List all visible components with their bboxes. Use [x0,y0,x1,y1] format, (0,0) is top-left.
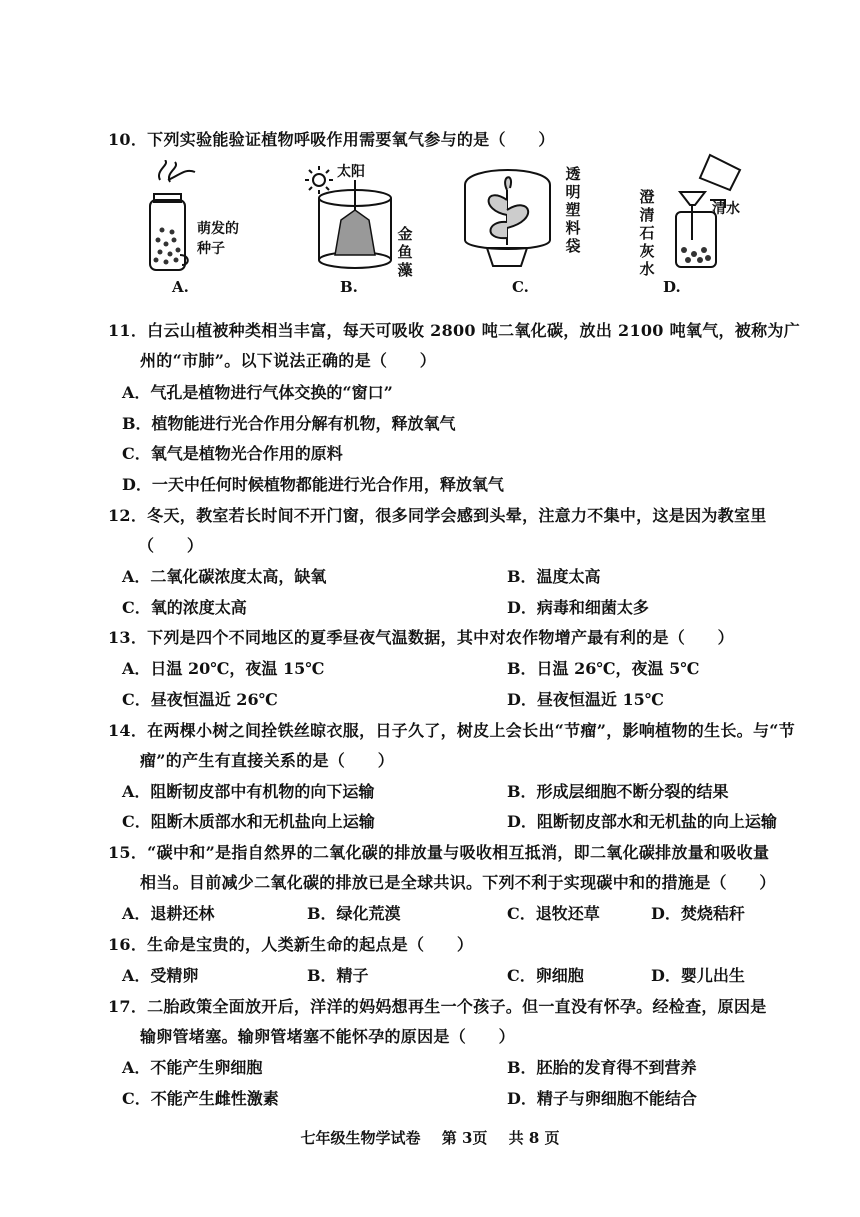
q11-option-c: C．氧气是植物光合作用的原料 [122,444,343,463]
q11-option-a: A．气孔是植物进行气体交换的“窗口” [122,383,393,402]
q12-option-a: A．二氧化碳浓度太高，缺氧 [122,567,327,586]
q14-option-b: B．形成层细胞不断分裂的结果 [507,782,729,801]
q11-stem-line1: 11．白云山植被种类相当丰富，每天可吸收 2800 吨二氧化碳，放出 2100 吨氧气，被称为广 [108,321,801,340]
q12-option-b: B．温度太高 [507,567,601,586]
figure-c-side-label: 透明塑料袋 [565,165,581,255]
figure-d-limewater-setup [650,150,760,270]
q13-option-d: D．昼夜恒温近 15℃ [507,690,664,709]
q12-stem-line1: 12．冬天，教室若长时间不开门窗，很多同学会感到头晕，注意力不集中，这是因为教室里 [108,506,767,525]
q10-stem: 10．下列实验能验证植物呼吸作用需要氧气参与的是（ ） [108,130,555,149]
q12-option-d: D．病毒和细菌太多 [507,598,649,617]
q13-stem: 13．下列是四个不同地区的夏季昼夜气温数据，其中对农作物增产最有利的是（ ） [108,628,734,647]
q14-stem-line1: 14．在两棵小树之间拴铁丝晾衣服，日子久了，树皮上会长出“节瘤”，影响植物的生长。与“节 [108,721,796,740]
q15-option-b: B．绿化荒漠 [307,904,401,923]
q17-stem-line2: 输卵管堵塞。输卵管堵塞不能怀孕的原因是（ ） [140,1027,515,1046]
q12-option-c: C．氧的浓度太高 [122,598,247,617]
q16-stem: 16．生命是宝贵的，人类新生命的起点是（ ） [108,935,474,954]
figure-b-top-label: 太阳 [337,164,365,180]
footer-total: 共 8 页 [508,1129,560,1147]
q17-option-c: C．不能产生雌性激素 [122,1089,279,1108]
q17-option-d: D．精子与卵细胞不能结合 [507,1089,697,1108]
figure-a-letter: A. [172,278,189,296]
figure-d-right-label: 清水 [712,201,740,217]
page-footer [0,1127,860,1148]
q15-stem-line1: 15．“碳中和”是指自然界的二氧化碳的排放量与吸收相互抵消，即二氧化碳排放量和吸收量 [108,843,770,862]
figure-a-label1: 萌发的 [197,221,239,237]
q16-option-b: B．精子 [307,966,369,985]
q17-option-a: A．不能产生卵细胞 [122,1058,263,1077]
q11-option-d: D．一天中任何时候植物都能进行光合作用，释放氧气 [122,475,504,494]
figure-d-left-label: 澄清石灰水 [639,188,655,278]
q16-option-d: D．婴儿出生 [651,966,745,985]
q14-option-a: A．阻断韧皮部中有机物的向下运输 [122,782,375,801]
q15-option-c: C．退牧还草 [507,904,600,923]
footer-title: 七年级生物学试卷 [300,1129,421,1147]
q14-option-c: C．阻断木质部水和无机盐向上运输 [122,812,375,831]
q12-stem-line2: （ ） [138,536,204,555]
q17-option-b: B．胚胎的发育得不到营养 [507,1058,697,1077]
q15-stem-line2: 相当。目前减少二氧化碳的排放已是全球共识。下列不利于实现碳中和的措施是（ ） [140,873,776,892]
footer-page: 第 3页 [441,1129,488,1147]
q13-option-a: A．日温 20℃，夜温 15℃ [122,659,325,678]
figure-b-letter: B. [340,278,358,296]
q15-option-d: D．焚烧秸秆 [651,904,745,923]
figure-b-side-label: 金鱼藻 [397,225,413,279]
q11-stem-line2: 州的“市肺”。以下说法正确的是（ ） [140,351,437,370]
q16-option-a: A．受精卵 [122,966,199,985]
q14-stem-line2: 瘤”的产生有直接关系的是（ ） [140,751,395,770]
figure-a-label2: 种子 [197,241,225,257]
q17-stem-line1: 17．二胎政策全面放开后，洋洋的妈妈想再生一个孩子。但一直没有怀孕。经检查，原因是 [108,997,767,1016]
q16-option-c: C．卵细胞 [507,966,584,985]
q11-option-b: B．植物能进行光合作用分解有机物，释放氧气 [122,414,456,433]
figure-c-letter: C. [512,278,529,296]
q13-option-c: C．昼夜恒温近 26℃ [122,690,278,709]
q13-option-b: B．日温 26℃，夜温 5℃ [507,659,700,678]
q14-option-d: D．阻断韧皮部水和无机盐的向上运输 [507,812,777,831]
figure-d-letter: D. [663,278,681,296]
figure-c-plant-bag [455,160,565,270]
q15-option-a: A．退耕还林 [122,904,215,923]
